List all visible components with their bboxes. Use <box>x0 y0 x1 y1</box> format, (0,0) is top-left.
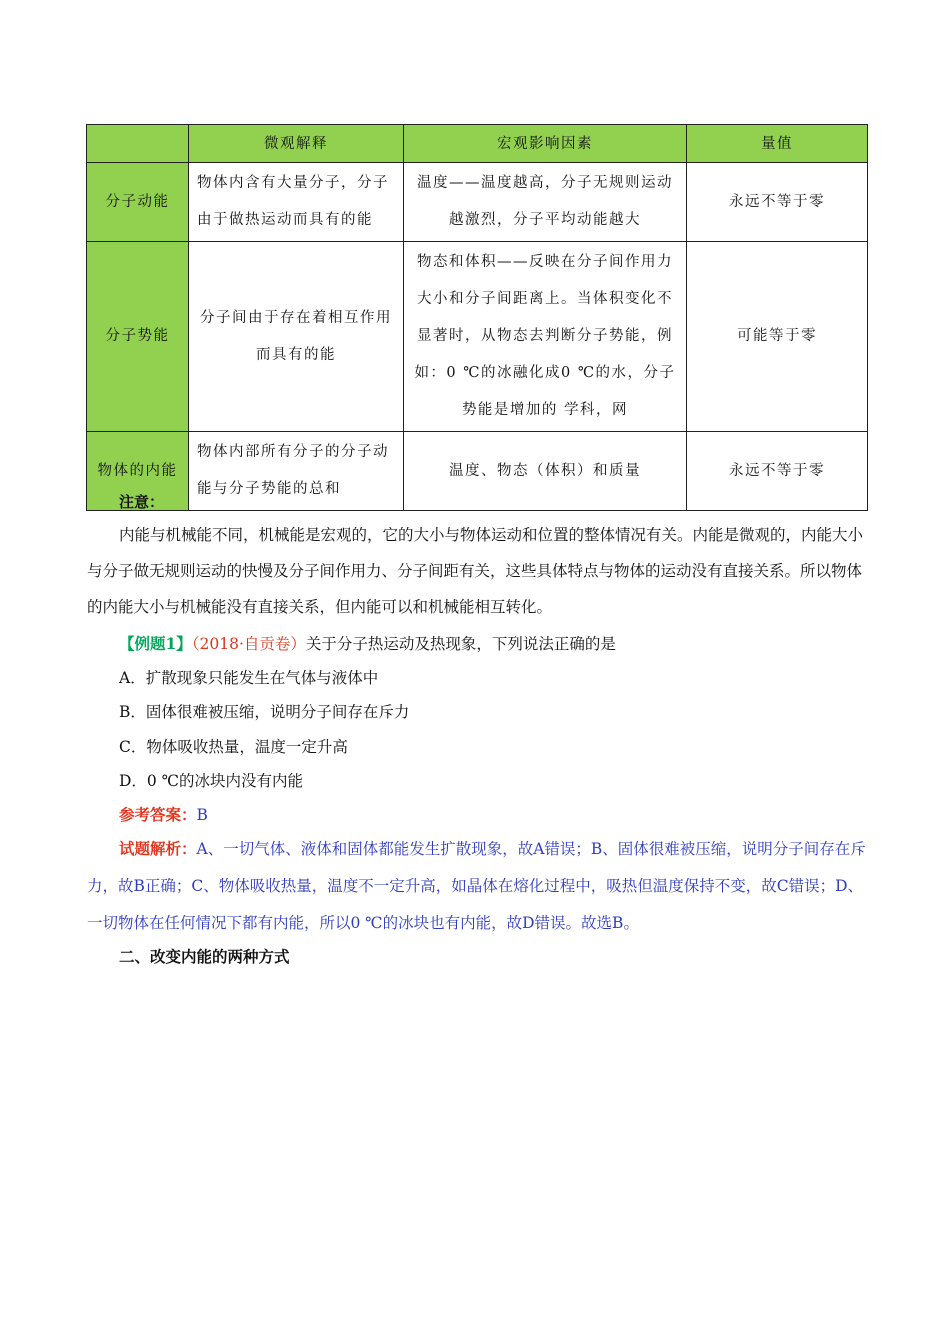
row-head: 物体的内能 <box>87 432 189 511</box>
table-header-micro: 微观解释 <box>189 125 404 163</box>
example-question: 关于分子热运动及热现象，下列说法正确的是 <box>305 635 616 653</box>
answer-label: 参考答案： <box>119 805 197 824</box>
micro-cell: 物体内部所有分子的分子动能与分子势能的总和 <box>189 432 404 511</box>
table-row <box>87 242 868 432</box>
micro-cell: 分子间由于存在着相互作用而具有的能 <box>189 242 404 432</box>
example-question-line <box>119 632 616 656</box>
table-row <box>87 163 868 242</box>
row-head: 分子动能 <box>87 163 189 242</box>
example-source: （2018·自贡卷） <box>191 635 306 653</box>
option-b: B．固体很难被压缩，说明分子间存在斥力 <box>119 703 410 721</box>
value-cell: 永远不等于零 <box>687 163 868 242</box>
value-cell: 可能等于零 <box>687 242 868 432</box>
macro-cell: 温度、物态（体积）和质量 <box>404 432 687 511</box>
section-title: 二、改变内能的两种方式 <box>119 947 290 966</box>
example-label: 【例题1】 <box>119 634 192 653</box>
note-title: 注意： <box>119 493 165 511</box>
answer-line <box>119 803 208 827</box>
analysis-label: 试题解析： <box>119 839 197 858</box>
option-a: A．扩散现象只能发生在气体与液体中 <box>119 669 379 687</box>
macro-cell: 温度——温度越高，分子无规则运动越激烈，分子平均动能越大 <box>404 163 687 242</box>
table-header-corner <box>87 125 189 163</box>
option-d: D．0 ℃的冰块内没有内能 <box>119 772 304 790</box>
row-head: 分子势能 <box>87 242 189 432</box>
micro-cell: 物体内含有大量分子，分子由于做热运动而具有的能 <box>189 163 404 242</box>
answer-value: B <box>196 806 208 824</box>
analysis-text: A、一切气体、液体和固体都能发生扩散现象，故A错误；B、固体很难被压缩，说明分子间存在斥力，故B正确；C、物体吸收热量，温度不一定升高，如晶体在熔化过程中，吸热但温度保持不变，故C错误；D、一切物体在任何情况下都有内能，所以0 ℃的冰块也有内能，故D错误。故选B。 <box>87 840 866 932</box>
option-c: C．物体吸收热量，温度一定升高 <box>119 738 348 756</box>
analysis-paragraph <box>87 830 867 942</box>
note-paragraph: 内能与机械能不同，机械能是宏观的，它的大小与物体运动和位置的整体情况有关。内能是微观的，内能大小与分子做无规则运动的快慢及分子间作用力、分子间距有关，这些具体特点与物体的运动没有直接关系。所以物体的内能大小与机械能没有直接关系，但内能可以和机械能相互转化。 <box>87 526 864 616</box>
internal-energy-table <box>86 124 868 511</box>
table-row <box>87 432 868 511</box>
macro-cell: 物态和体积——反映在分子间作用力大小和分子间距离上。当体积变化不显著时，从物态去判断分子势能，例如：0 ℃的冰融化成0 ℃的水，分子势能是增加的 学科，网 <box>404 242 687 432</box>
table-header-row <box>87 125 868 163</box>
table-header-macro: 宏观影响因素 <box>404 125 687 163</box>
table-header-value: 量值 <box>687 125 868 163</box>
value-cell: 永远不等于零 <box>687 432 868 511</box>
